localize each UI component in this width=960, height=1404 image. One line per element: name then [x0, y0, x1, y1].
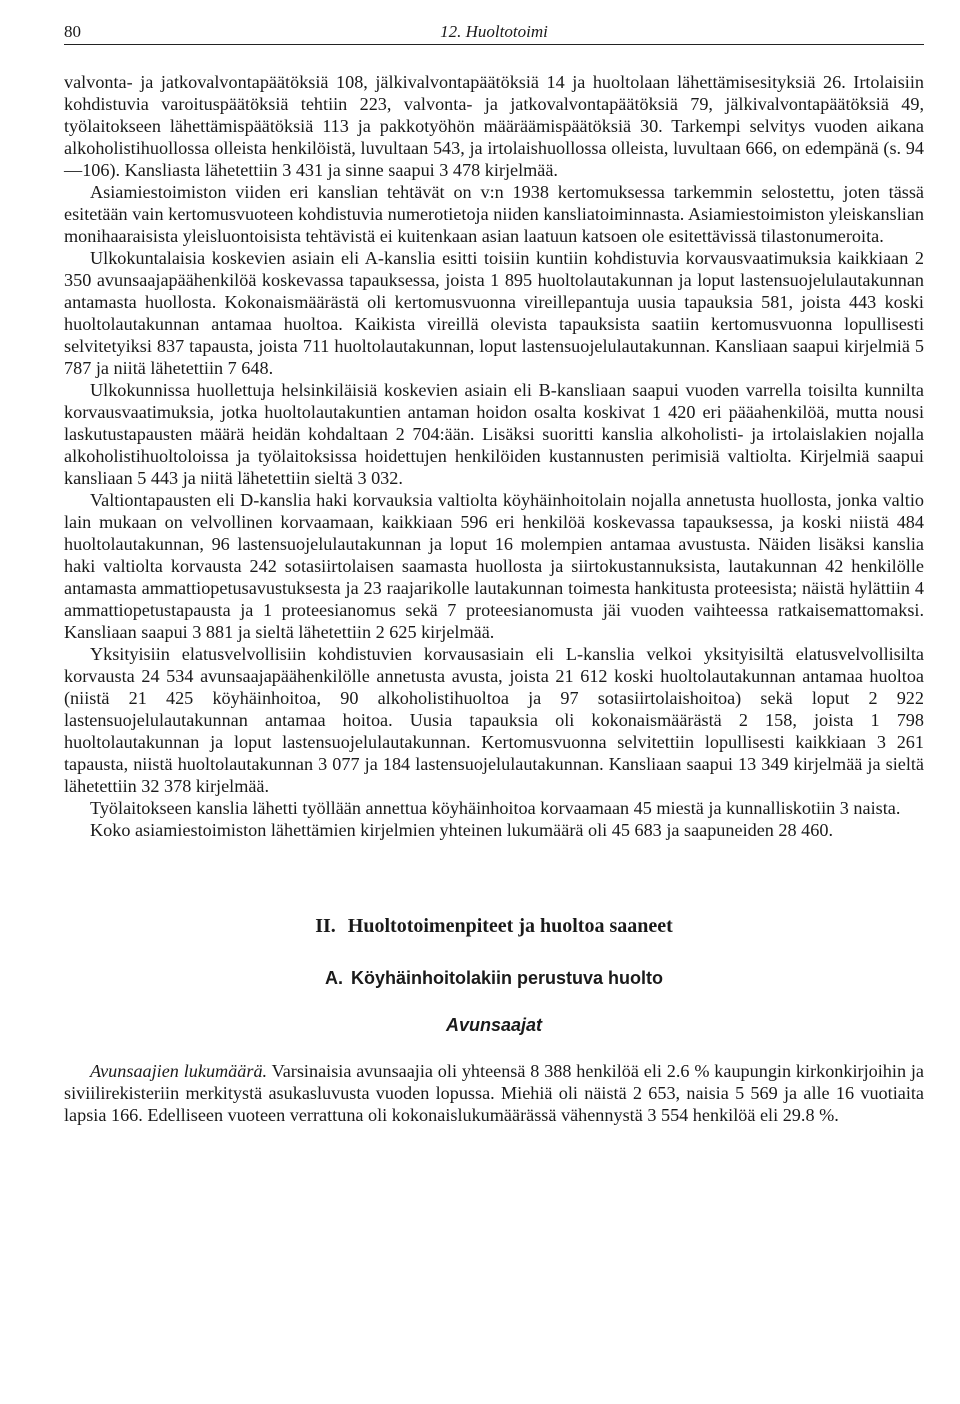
paragraph-general-office: Asiamiestoimiston viiden eri kanslian tehtävät on v:n 1938 kertomuksessa tarkemmin selostettu, joten tässä esitetään vain kertomusvuoteen kohdistuvia numerotietoja niiden kansliatoiminnasta. Asiamiestoimiston yleiskanslian monihaaraisista yleisluontoisista tehtävistä ei kuitenkaan asian laatuun katsoen ole esitettävissä tilastonumeroita. — [64, 182, 924, 246]
subsection-letter: A. — [324, 968, 343, 988]
document-page — [64, 22, 924, 1126]
runin-heading: Avunsaajien lukumäärä. — [90, 1061, 268, 1081]
section-title — [64, 915, 924, 938]
section-number: II. — [315, 915, 336, 937]
paragraph-continuation: valvonta- ja jatkovalvontapäätöksiä 108, jälkivalvontapäätöksiä 14 ja huoltolaan lähettämisesityksiä 26. Irtolaisiin kohdistuvia varoituspäätöksiä tehtiin 223, valvonta- ja jatkovalvontapäätöksiä 79, jälkivalvontapäätöksiä 49, työlaitokseen lähettämispäätöksiä 113 ja pakkotyöhön määräämispäätöksiä 30. Tarkempi selvitys vuoden aikana alkoholistihuollossa olleista henkilöistä, luvultaan 543, ja irtolaishuollossa olleista, luvultaan 666, on edempänä (s. 94—106). Kansliasta lähetettiin 3 431 ja sinne saapui 3 478 kirjelmää. — [64, 72, 924, 180]
page-header — [64, 22, 924, 45]
paragraph-workhouse: Työlaitokseen kanslia lähetti työllään annettua köyhäinhoitoa korvaamaan 45 miestä ja kunnalliskotiin 3 naista. — [90, 798, 901, 818]
body-text — [64, 71, 924, 841]
section-title-text: Huoltotoimenpiteet ja huoltoa saaneet — [347, 915, 673, 937]
paragraph-b-office: Ulkokunnissa huollettuja helsinkiläisiä koskevien asiain eli B-kansliaan saapui vuoden varrella toisilta kunnilta korvausvaatimuksia, jotka huoltolautakuntien antaman hoidon osalta koskivat 1 420 eri pääahenkilöä, mutta nousi laskutustapausten määrä heidän kohdaltaan 2 704:ään. Lisäksi suoritti kanslia alkoholisti- ja irtolaislakien nojalla alkoholistihuoltoloissa ja työlaitoksissa hoidettujen henkilöiden kustannusten perimisiä valtiolta. Kirjelmiä saapui kansliaan 5 443 ja niitä lähetettiin sieltä 3 032. — [64, 380, 924, 488]
subsection-title-text: Köyhäinhoitolakiin perustuva huolto — [350, 968, 663, 988]
page-number: 80 — [64, 22, 81, 41]
running-head: 12. Huoltotoimi — [440, 22, 548, 41]
final-paragraph-text: Varsinaisia avunsaajia oli yhteensä 8 388 henkilöä eli 2.6 % kaupungin kirkonkirjoihin ja siviilirekisteriin merkitystä asukasluvusta vuoden lopussa. Miehiä oli näistä 2 653, naisia 5 569 ja alle 16 vuotiaita lapsia 166. Edelliseen vuoteen verrattuna oli kokonaislukumäärässä vähennystä 3 554 henkilöä eli 29.8 %. — [64, 1061, 924, 1125]
paragraph-a-office: Ulkokuntalaisia koskevien asiain eli A-kanslia esitti toisiin kuntiin kohdistuvia korvausvaatimuksia kaikkiaan 2 350 avunsaajapäähenkilöä koskevassa tapauksessa, joista 1 895 huoltolautakunnan ja loput lastensuojelulautakunnan antamasta huollosta. Kokonaismäärästä oli kertomusvuonna vireillepantuja uusia tapauksia 581, joista 443 koski huoltolautakunnan antamaa huoltoa. Kaikista vireillä olevista tapauksista saatiin kertomusvuonna lopullisesti selvitetyiksi 837 tapausta, joista 711 huoltolautakunnan, loput lastensuojelulautakunnan. Kansliaan saapui kirjelmiä 5 787 ja niitä lähetettiin 7 648. — [64, 248, 924, 378]
paragraph-l-office: Yksityisiin elatusvelvollisiin kohdistuvien korvausasiain eli L-kanslia velkoi yksityisiltä elatusvelvollisilta korvausta 24 534 avunsaajapäähenkilölle annetusta avusta, joista 21 612 koski huoltolautakunnan antamaa huoltoa (niistä 21 425 köyhäinhoitoa, 90 alkoholistihuoltoa ja 97 sotasiirtolaishoitoa) sekä loput 2 922 lastensuojelulautakunnan antamaa hoitoa. Uusia tapauksia oli kokonaismäärästä 2 158, joista 1 798 huoltolautakunnan ja loput lastensuojelulautakunnan. Kertomusvuonna selvitettiin lopullisesti kaikkiaan 3 261 tapausta, niistä huoltolautakunnan 3 077 ja 184 lastensuojelulautakunnan. Kansliaan saapui 13 349 kirjelmää ja sieltä lähetettiin 32 378 kirjelmää. — [64, 644, 924, 796]
paragraph-recipient-count — [64, 1060, 924, 1126]
subsection-title — [64, 968, 924, 989]
final-paragraph — [64, 1060, 924, 1126]
subheading: Avunsaajat — [445, 1015, 543, 1035]
paragraph-total-letters: Koko asiamiestoimiston lähettämien kirjelmien yhteinen lukumäärä oli 45 683 ja saapuneiden 28 460. — [90, 820, 833, 840]
paragraph-d-office: Valtiontapausten eli D-kanslia haki korvauksia valtiolta köyhäinhoitolain nojalla annetusta huollosta, jonka valtio lain mukaan on velvollinen korvaamaan, kaikkiaan 596 eri henkilöä koskevassa tapauksessa, ja koski niistä 484 huoltolautakunnan, 96 lastensuojelulautakunnan ja loput 16 molempien antamaa avustusta. Näiden lisäksi kanslia haki valtiolta korvausta 242 sotasiirtolaisen saamasta huollosta ja siirtokustannuksista, lautakunnan 42 henkilölle antamasta ammattiopetusavustuksesta ja 23 raajarikolle lautakunnan toimesta hankitusta proteesista; näistä hylättiin 4 ammattiopetustapausta ja 1 proteesianomus sekä 7 proteesianomusta jäi vuoden vaihteessa ratkaisemattomaksi. Kansliaan saapui 3 881 ja sieltä lähetettiin 2 625 kirjelmää. — [64, 490, 924, 642]
